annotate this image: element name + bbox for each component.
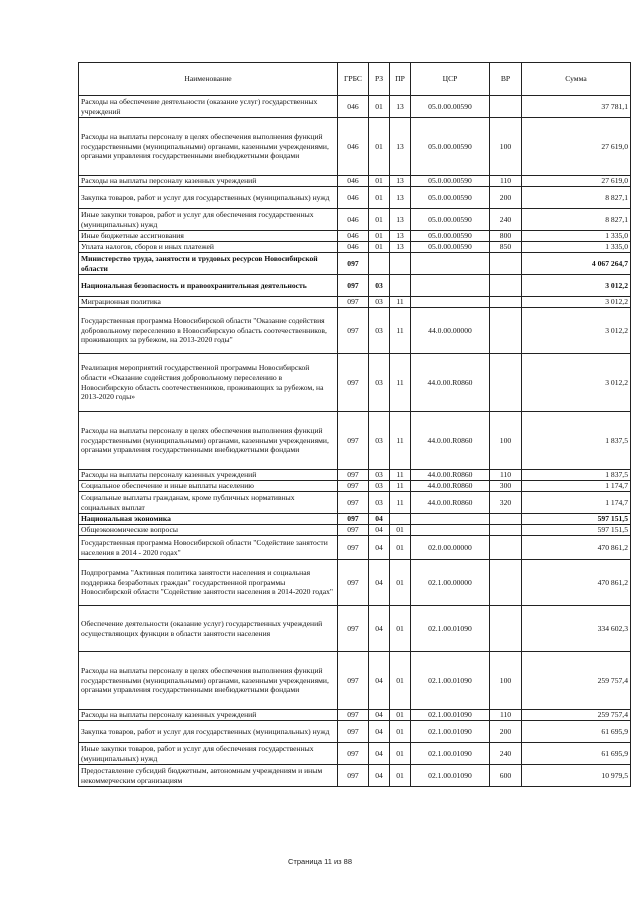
table-row (79, 606, 631, 652)
cell-pr: 11 (390, 481, 411, 492)
cell-pr: 01 (390, 743, 411, 765)
cell-csr: 05.0.00.00590 (411, 187, 490, 209)
table-row (79, 118, 631, 176)
cell-sum: 27 619,0 (522, 176, 631, 187)
cell-vr (490, 536, 522, 560)
cell-grbs: 046 (338, 96, 369, 118)
cell-pr: 11 (390, 308, 411, 354)
table-row (79, 187, 631, 209)
cell-rz: 03 (369, 354, 390, 412)
col-header-vr: ВР (490, 63, 522, 96)
cell-sum: 8 827,1 (522, 209, 631, 231)
budget-table (78, 62, 631, 787)
cell-csr: 44.0.00.00000 (411, 308, 490, 354)
cell-vr (490, 560, 522, 606)
table-row (79, 308, 631, 354)
cell-csr (411, 253, 490, 275)
cell-name: Реализация мероприятий государственной программы Новосибирской области «Оказание содействия добровольному переселению в Новосибирскую область соотечественников, проживающих за рубежом, на 2013-2020 годы» (79, 354, 338, 412)
cell-vr (490, 514, 522, 525)
cell-rz: 04 (369, 743, 390, 765)
table-row (79, 242, 631, 253)
cell-csr: 44.0.00.R0860 (411, 412, 490, 470)
cell-sum: 61 695,9 (522, 721, 631, 743)
cell-rz: 04 (369, 525, 390, 536)
cell-grbs: 097 (338, 308, 369, 354)
cell-sum: 597 151,5 (522, 525, 631, 536)
cell-rz: 04 (369, 536, 390, 560)
cell-csr: 05.0.00.00590 (411, 242, 490, 253)
cell-rz: 04 (369, 765, 390, 787)
cell-rz: 04 (369, 721, 390, 743)
cell-rz: 03 (369, 470, 390, 481)
cell-grbs: 046 (338, 118, 369, 176)
cell-rz: 03 (369, 297, 390, 308)
cell-csr: 02.1.00.01090 (411, 710, 490, 721)
table-body (79, 96, 631, 787)
cell-name: Министерство труда, занятости и трудовых ресурсов Новосибирской области (79, 253, 338, 275)
cell-pr: 11 (390, 412, 411, 470)
cell-sum: 1 335,0 (522, 242, 631, 253)
table-row (79, 743, 631, 765)
cell-grbs: 097 (338, 710, 369, 721)
cell-sum: 8 827,1 (522, 187, 631, 209)
cell-pr: 13 (390, 242, 411, 253)
cell-sum: 10 979,5 (522, 765, 631, 787)
table-row (79, 96, 631, 118)
cell-rz: 04 (369, 560, 390, 606)
cell-name: Обеспечение деятельности (оказание услуг) государственных учреждений осуществляющих функции в области занятости населения (79, 606, 338, 652)
cell-csr: 44.0.00.R0860 (411, 492, 490, 514)
cell-vr: 600 (490, 765, 522, 787)
cell-vr (490, 275, 522, 297)
cell-vr: 110 (490, 470, 522, 481)
cell-pr (390, 275, 411, 297)
cell-pr: 01 (390, 606, 411, 652)
cell-name: Государственная программа Новосибирской области "Содействие занятости населения в 2014 - 2020 годах" (79, 536, 338, 560)
cell-name: Социальное обеспечение и иные выплаты населению (79, 481, 338, 492)
cell-rz: 04 (369, 710, 390, 721)
cell-sum: 597 151,5 (522, 514, 631, 525)
table-row (79, 481, 631, 492)
cell-csr (411, 525, 490, 536)
cell-pr: 13 (390, 209, 411, 231)
cell-vr: 850 (490, 242, 522, 253)
cell-vr: 240 (490, 209, 522, 231)
cell-sum: 4 067 264,7 (522, 253, 631, 275)
cell-sum: 3 012,2 (522, 297, 631, 308)
cell-rz: 03 (369, 275, 390, 297)
cell-grbs: 046 (338, 209, 369, 231)
cell-grbs: 097 (338, 481, 369, 492)
cell-csr: 02.1.00.01090 (411, 743, 490, 765)
cell-name: Предоставление субсидий бюджетным, автономным учреждениям и иным некоммерческим организациям (79, 765, 338, 787)
cell-vr (490, 308, 522, 354)
cell-sum: 334 602,3 (522, 606, 631, 652)
cell-rz (369, 253, 390, 275)
cell-csr: 02.1.00.01090 (411, 721, 490, 743)
cell-grbs: 046 (338, 242, 369, 253)
table-row (79, 176, 631, 187)
cell-vr: 800 (490, 231, 522, 242)
cell-sum: 470 861,2 (522, 536, 631, 560)
cell-grbs: 097 (338, 297, 369, 308)
cell-sum: 1 174,7 (522, 492, 631, 514)
cell-name: Закупка товаров, работ и услуг для государственных (муниципальных) нужд (79, 721, 338, 743)
cell-sum: 1 174,7 (522, 481, 631, 492)
cell-pr: 13 (390, 231, 411, 242)
cell-pr: 01 (390, 525, 411, 536)
cell-rz: 04 (369, 652, 390, 710)
cell-rz: 01 (369, 187, 390, 209)
cell-rz: 01 (369, 176, 390, 187)
table-row (79, 231, 631, 242)
page-number: Страница 11 из 88 (288, 857, 352, 866)
cell-name: Национальная безопасность и правоохранительная деятельность (79, 275, 338, 297)
cell-rz: 04 (369, 606, 390, 652)
cell-vr: 100 (490, 412, 522, 470)
cell-grbs: 097 (338, 525, 369, 536)
cell-csr (411, 275, 490, 297)
cell-vr: 110 (490, 176, 522, 187)
cell-pr (390, 514, 411, 525)
cell-name: Общеэкономические вопросы (79, 525, 338, 536)
cell-vr (490, 525, 522, 536)
cell-name: Подпрограмма "Активная политика занятости населения и социальная поддержка безработных граждан" государственной программы Новосибирской области "Содействие занятости населения в 2014-2020 годах" (79, 560, 338, 606)
cell-pr: 11 (390, 470, 411, 481)
cell-csr: 02.1.00.00000 (411, 560, 490, 606)
cell-name: Уплата налогов, сборов и иных платежей (79, 242, 338, 253)
cell-grbs: 097 (338, 606, 369, 652)
table-row (79, 297, 631, 308)
cell-grbs: 097 (338, 470, 369, 481)
table-row (79, 652, 631, 710)
cell-rz: 01 (369, 242, 390, 253)
cell-name: Иные бюджетные ассигнования (79, 231, 338, 242)
table-row (79, 275, 631, 297)
cell-csr: 44.0.00.R0860 (411, 354, 490, 412)
cell-pr: 13 (390, 176, 411, 187)
cell-vr: 320 (490, 492, 522, 514)
table-row (79, 710, 631, 721)
cell-csr: 02.0.00.00000 (411, 536, 490, 560)
cell-name: Миграционная политика (79, 297, 338, 308)
cell-grbs: 097 (338, 253, 369, 275)
cell-sum: 61 695,9 (522, 743, 631, 765)
cell-rz: 03 (369, 492, 390, 514)
cell-csr (411, 297, 490, 308)
table-header-row (79, 63, 631, 96)
cell-sum: 1 335,0 (522, 231, 631, 242)
col-header-name: Наименование (79, 63, 338, 96)
cell-grbs: 097 (338, 412, 369, 470)
cell-grbs: 097 (338, 536, 369, 560)
cell-vr: 300 (490, 481, 522, 492)
cell-name: Иные закупки товаров, работ и услуг для обеспечения государственных (муниципальных) нужд (79, 209, 338, 231)
cell-pr: 13 (390, 118, 411, 176)
cell-grbs: 097 (338, 275, 369, 297)
cell-pr: 11 (390, 354, 411, 412)
cell-csr: 05.0.00.00590 (411, 231, 490, 242)
col-header-grbs: ГРБС (338, 63, 369, 96)
cell-pr: 01 (390, 560, 411, 606)
cell-vr: 200 (490, 721, 522, 743)
col-header-csr: ЦСР (411, 63, 490, 96)
cell-name: Расходы на выплаты персоналу в целях обеспечения выполнения функций государственными (муниципальными) органами, казенными учреждениями, органами управления государственными внебюджетными фондами (79, 412, 338, 470)
cell-sum: 27 619,0 (522, 118, 631, 176)
cell-rz: 01 (369, 209, 390, 231)
cell-sum: 1 837,5 (522, 470, 631, 481)
cell-csr: 44.0.00.R0860 (411, 481, 490, 492)
cell-grbs: 097 (338, 652, 369, 710)
col-header-pr: ПР (390, 63, 411, 96)
cell-csr (411, 514, 490, 525)
cell-grbs: 097 (338, 721, 369, 743)
table-row (79, 253, 631, 275)
cell-rz: 03 (369, 308, 390, 354)
cell-pr: 01 (390, 652, 411, 710)
cell-sum: 259 757,4 (522, 652, 631, 710)
cell-rz: 01 (369, 231, 390, 242)
cell-name: Иные закупки товаров, работ и услуг для обеспечения государственных (муниципальных) нужд (79, 743, 338, 765)
cell-vr: 110 (490, 710, 522, 721)
cell-pr: 01 (390, 536, 411, 560)
cell-rz: 03 (369, 481, 390, 492)
cell-grbs: 046 (338, 231, 369, 242)
cell-name: Социальные выплаты гражданам, кроме публичных нормативных социальных выплат (79, 492, 338, 514)
cell-grbs: 046 (338, 176, 369, 187)
cell-sum: 259 757,4 (522, 710, 631, 721)
cell-csr: 02.1.00.01090 (411, 765, 490, 787)
table-row (79, 470, 631, 481)
table-row (79, 514, 631, 525)
cell-csr: 05.0.00.00590 (411, 176, 490, 187)
cell-csr: 05.0.00.00590 (411, 96, 490, 118)
table-row (79, 209, 631, 231)
cell-csr: 02.1.00.01090 (411, 606, 490, 652)
table-row (79, 721, 631, 743)
cell-sum: 1 837,5 (522, 412, 631, 470)
cell-rz: 04 (369, 514, 390, 525)
cell-csr: 05.0.00.00590 (411, 118, 490, 176)
cell-rz: 01 (369, 96, 390, 118)
cell-name: Расходы на выплаты персоналу казенных учреждений (79, 176, 338, 187)
cell-grbs: 097 (338, 765, 369, 787)
table-row (79, 765, 631, 787)
cell-vr: 100 (490, 118, 522, 176)
cell-vr (490, 96, 522, 118)
cell-grbs: 097 (338, 514, 369, 525)
table-row (79, 525, 631, 536)
cell-pr (390, 253, 411, 275)
cell-grbs: 097 (338, 560, 369, 606)
cell-name: Расходы на выплаты персоналу в целях обеспечения выполнения функций государственными (муниципальными) органами, казенными учреждениями, органами управления государственными внебюджетными фондами (79, 118, 338, 176)
cell-name: Расходы на выплаты персоналу в целях обеспечения выполнения функций государственными (муниципальными) органами, казенными учреждениями, органами управления государственными внебюджетными фондами (79, 652, 338, 710)
cell-grbs: 046 (338, 187, 369, 209)
budget-table-container (78, 62, 630, 787)
cell-csr: 44.0.00.R0860 (411, 470, 490, 481)
cell-vr (490, 297, 522, 308)
cell-name: Национальная экономика (79, 514, 338, 525)
cell-sum: 3 012,2 (522, 275, 631, 297)
cell-rz: 03 (369, 412, 390, 470)
cell-pr: 13 (390, 187, 411, 209)
cell-name: Закупка товаров, работ и услуг для государственных (муниципальных) нужд (79, 187, 338, 209)
cell-vr (490, 253, 522, 275)
cell-pr: 01 (390, 721, 411, 743)
cell-vr (490, 354, 522, 412)
cell-pr: 11 (390, 492, 411, 514)
cell-vr: 240 (490, 743, 522, 765)
cell-vr (490, 606, 522, 652)
col-header-rz: РЗ (369, 63, 390, 96)
cell-rz: 01 (369, 118, 390, 176)
cell-name: Государственная программа Новосибирской области "Оказание содействия добровольному переселению в Новосибирскую область соотечественников, проживающих за рубежом, на 2013-2020 годы" (79, 308, 338, 354)
cell-sum: 470 861,2 (522, 560, 631, 606)
cell-name: Расходы на выплаты персоналу казенных учреждений (79, 470, 338, 481)
cell-sum: 3 012,2 (522, 354, 631, 412)
cell-pr: 01 (390, 765, 411, 787)
col-header-sum: Сумма (522, 63, 631, 96)
cell-grbs: 097 (338, 354, 369, 412)
cell-vr: 100 (490, 652, 522, 710)
cell-vr: 200 (490, 187, 522, 209)
cell-sum: 3 012,2 (522, 308, 631, 354)
cell-pr: 11 (390, 297, 411, 308)
cell-pr: 01 (390, 710, 411, 721)
cell-csr: 05.0.00.00590 (411, 209, 490, 231)
cell-pr: 13 (390, 96, 411, 118)
table-row (79, 354, 631, 412)
cell-grbs: 097 (338, 492, 369, 514)
cell-sum: 37 781,1 (522, 96, 631, 118)
table-row (79, 492, 631, 514)
table-row (79, 412, 631, 470)
cell-csr: 02.1.00.01090 (411, 652, 490, 710)
cell-name: Расходы на обеспечение деятельности (оказание услуг) государственных учреждений (79, 96, 338, 118)
table-row (79, 560, 631, 606)
cell-grbs: 097 (338, 743, 369, 765)
cell-name: Расходы на выплаты персоналу казенных учреждений (79, 710, 338, 721)
table-row (79, 536, 631, 560)
